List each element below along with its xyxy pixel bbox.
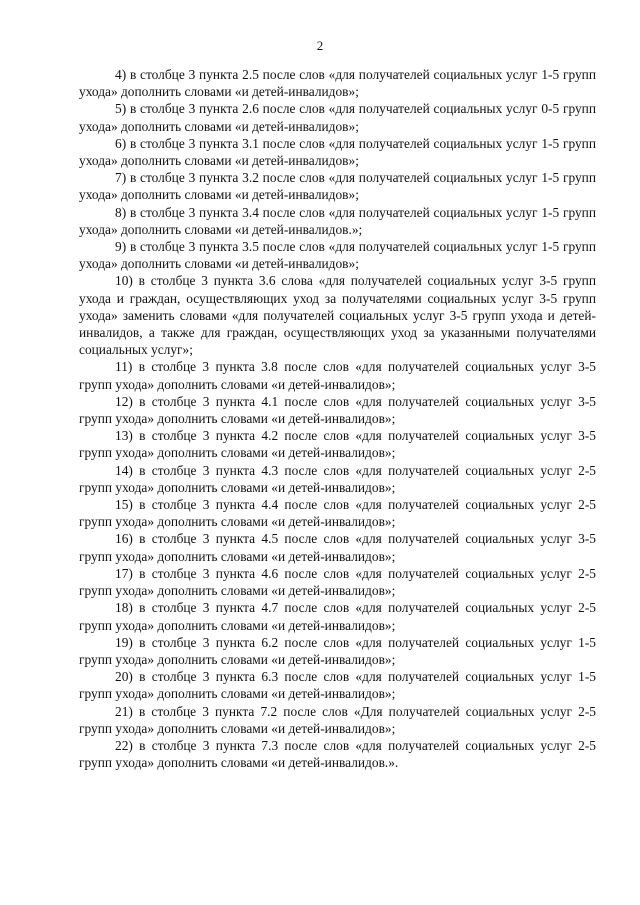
amendment-item-9: 9) в столбце 3 пункта 3.5 после слов «для получателей социальных услуг 1-5 групп ухода» дополнить словами «и детей-инвалидов»; xyxy=(79,239,596,272)
amendment-item-7: 7) в столбце 3 пункта 3.2 после слов «для получателей социальных услуг 1-5 групп ухода» дополнить словами «и детей-инвалидов»; xyxy=(79,170,596,203)
amendment-item-10: 10) в столбце 3 пункта 3.6 слова «для получателей социальных услуг 3-5 групп ухода и граждан, осуществляющих уход за получателями социальных услуг 3-5 групп ухода» заменить словами «для получателей социальных услуг 3-5 групп ухода и детей-инвалидов, а также для граждан, осуществляющих уход за указанными получателями социальных услуг»; xyxy=(79,273,596,358)
amendment-item-12: 12) в столбце 3 пункта 4.1 после слов «для получателей социальных услуг 3-5 групп ухода» дополнить словами «и детей-инвалидов»; xyxy=(79,393,596,427)
amendment-item-22: 22) в столбце 3 пункта 7.3 после слов «для получателей социальных услуг 2-5 групп ухода» дополнить словами «и детей-инвалидов.». xyxy=(79,737,596,771)
amendment-item-5: 5) в столбце 3 пункта 2.6 после слов «для получателей социальных услуг 0-5 групп ухода» дополнить словами «и детей-инвалидов»; xyxy=(79,101,596,134)
amendment-list xyxy=(79,66,596,771)
amendment-item-13: 13) в столбце 3 пункта 4.2 после слов «для получателей социальных услуг 3-5 групп ухода» дополнить словами «и детей-инвалидов»; xyxy=(79,428,596,461)
amendment-item-4: 4) в столбце 3 пункта 2.5 после слов «для получателей социальных услуг 1-5 групп ухода» дополнить словами «и детей-инвалидов»; xyxy=(79,67,596,100)
amendment-item-21: 21) в столбце 3 пункта 7.2 после слов «Для получателей социальных услуг 2-5 групп ухода» дополнить словами «и детей-инвалидов»; xyxy=(79,703,596,736)
amendment-item-19: 19) в столбце 3 пункта 6.2 после слов «для получателей социальных услуг 1-5 групп ухода» дополнить словами «и детей-инвалидов»; xyxy=(79,634,596,667)
amendment-item-20: 20) в столбце 3 пункта 6.3 после слов «для получателей социальных услуг 1-5 групп ухода» дополнить словами «и детей-инвалидов»; xyxy=(79,669,596,702)
amendment-item-15: 15) в столбце 3 пункта 4.4 после слов «для получателей социальных услуг 2-5 групп ухода» дополнить словами «и детей-инвалидов»; xyxy=(79,497,596,530)
amendment-item-14: 14) в столбце 3 пункта 4.3 после слов «для получателей социальных услуг 2-5 групп ухода» дополнить словами «и детей-инвалидов»; xyxy=(79,462,596,495)
page-number: 2 xyxy=(316,38,324,53)
amendment-item-18: 18) в столбце 3 пункта 4.7 после слов «для получателей социальных услуг 2-5 групп ухода» дополнить словами «и детей-инвалидов»; xyxy=(79,600,596,633)
amendment-item-17: 17) в столбце 3 пункта 4.6 после слов «для получателей социальных услуг 2-5 групп ухода» дополнить словами «и детей-инвалидов»; xyxy=(79,565,596,599)
amendment-item-6: 6) в столбце 3 пункта 3.1 после слов «для получателей социальных услуг 1-5 групп ухода» дополнить словами «и детей-инвалидов»; xyxy=(79,135,596,169)
amendment-item-16: 16) в столбце 3 пункта 4.5 после слов «для получателей социальных услуг 3-5 групп ухода» дополнить словами «и детей-инвалидов»; xyxy=(79,531,596,564)
amendment-item-8: 8) в столбце 3 пункта 3.4 после слов «для получателей социальных услуг 1-5 групп ухода» дополнить словами «и детей-инвалидов.»; xyxy=(79,204,596,237)
amendment-item-11: 11) в столбце 3 пункта 3.8 после слов «для получателей социальных услуг 3-5 групп ухода» дополнить словами «и детей-инвалидов»; xyxy=(79,359,596,392)
